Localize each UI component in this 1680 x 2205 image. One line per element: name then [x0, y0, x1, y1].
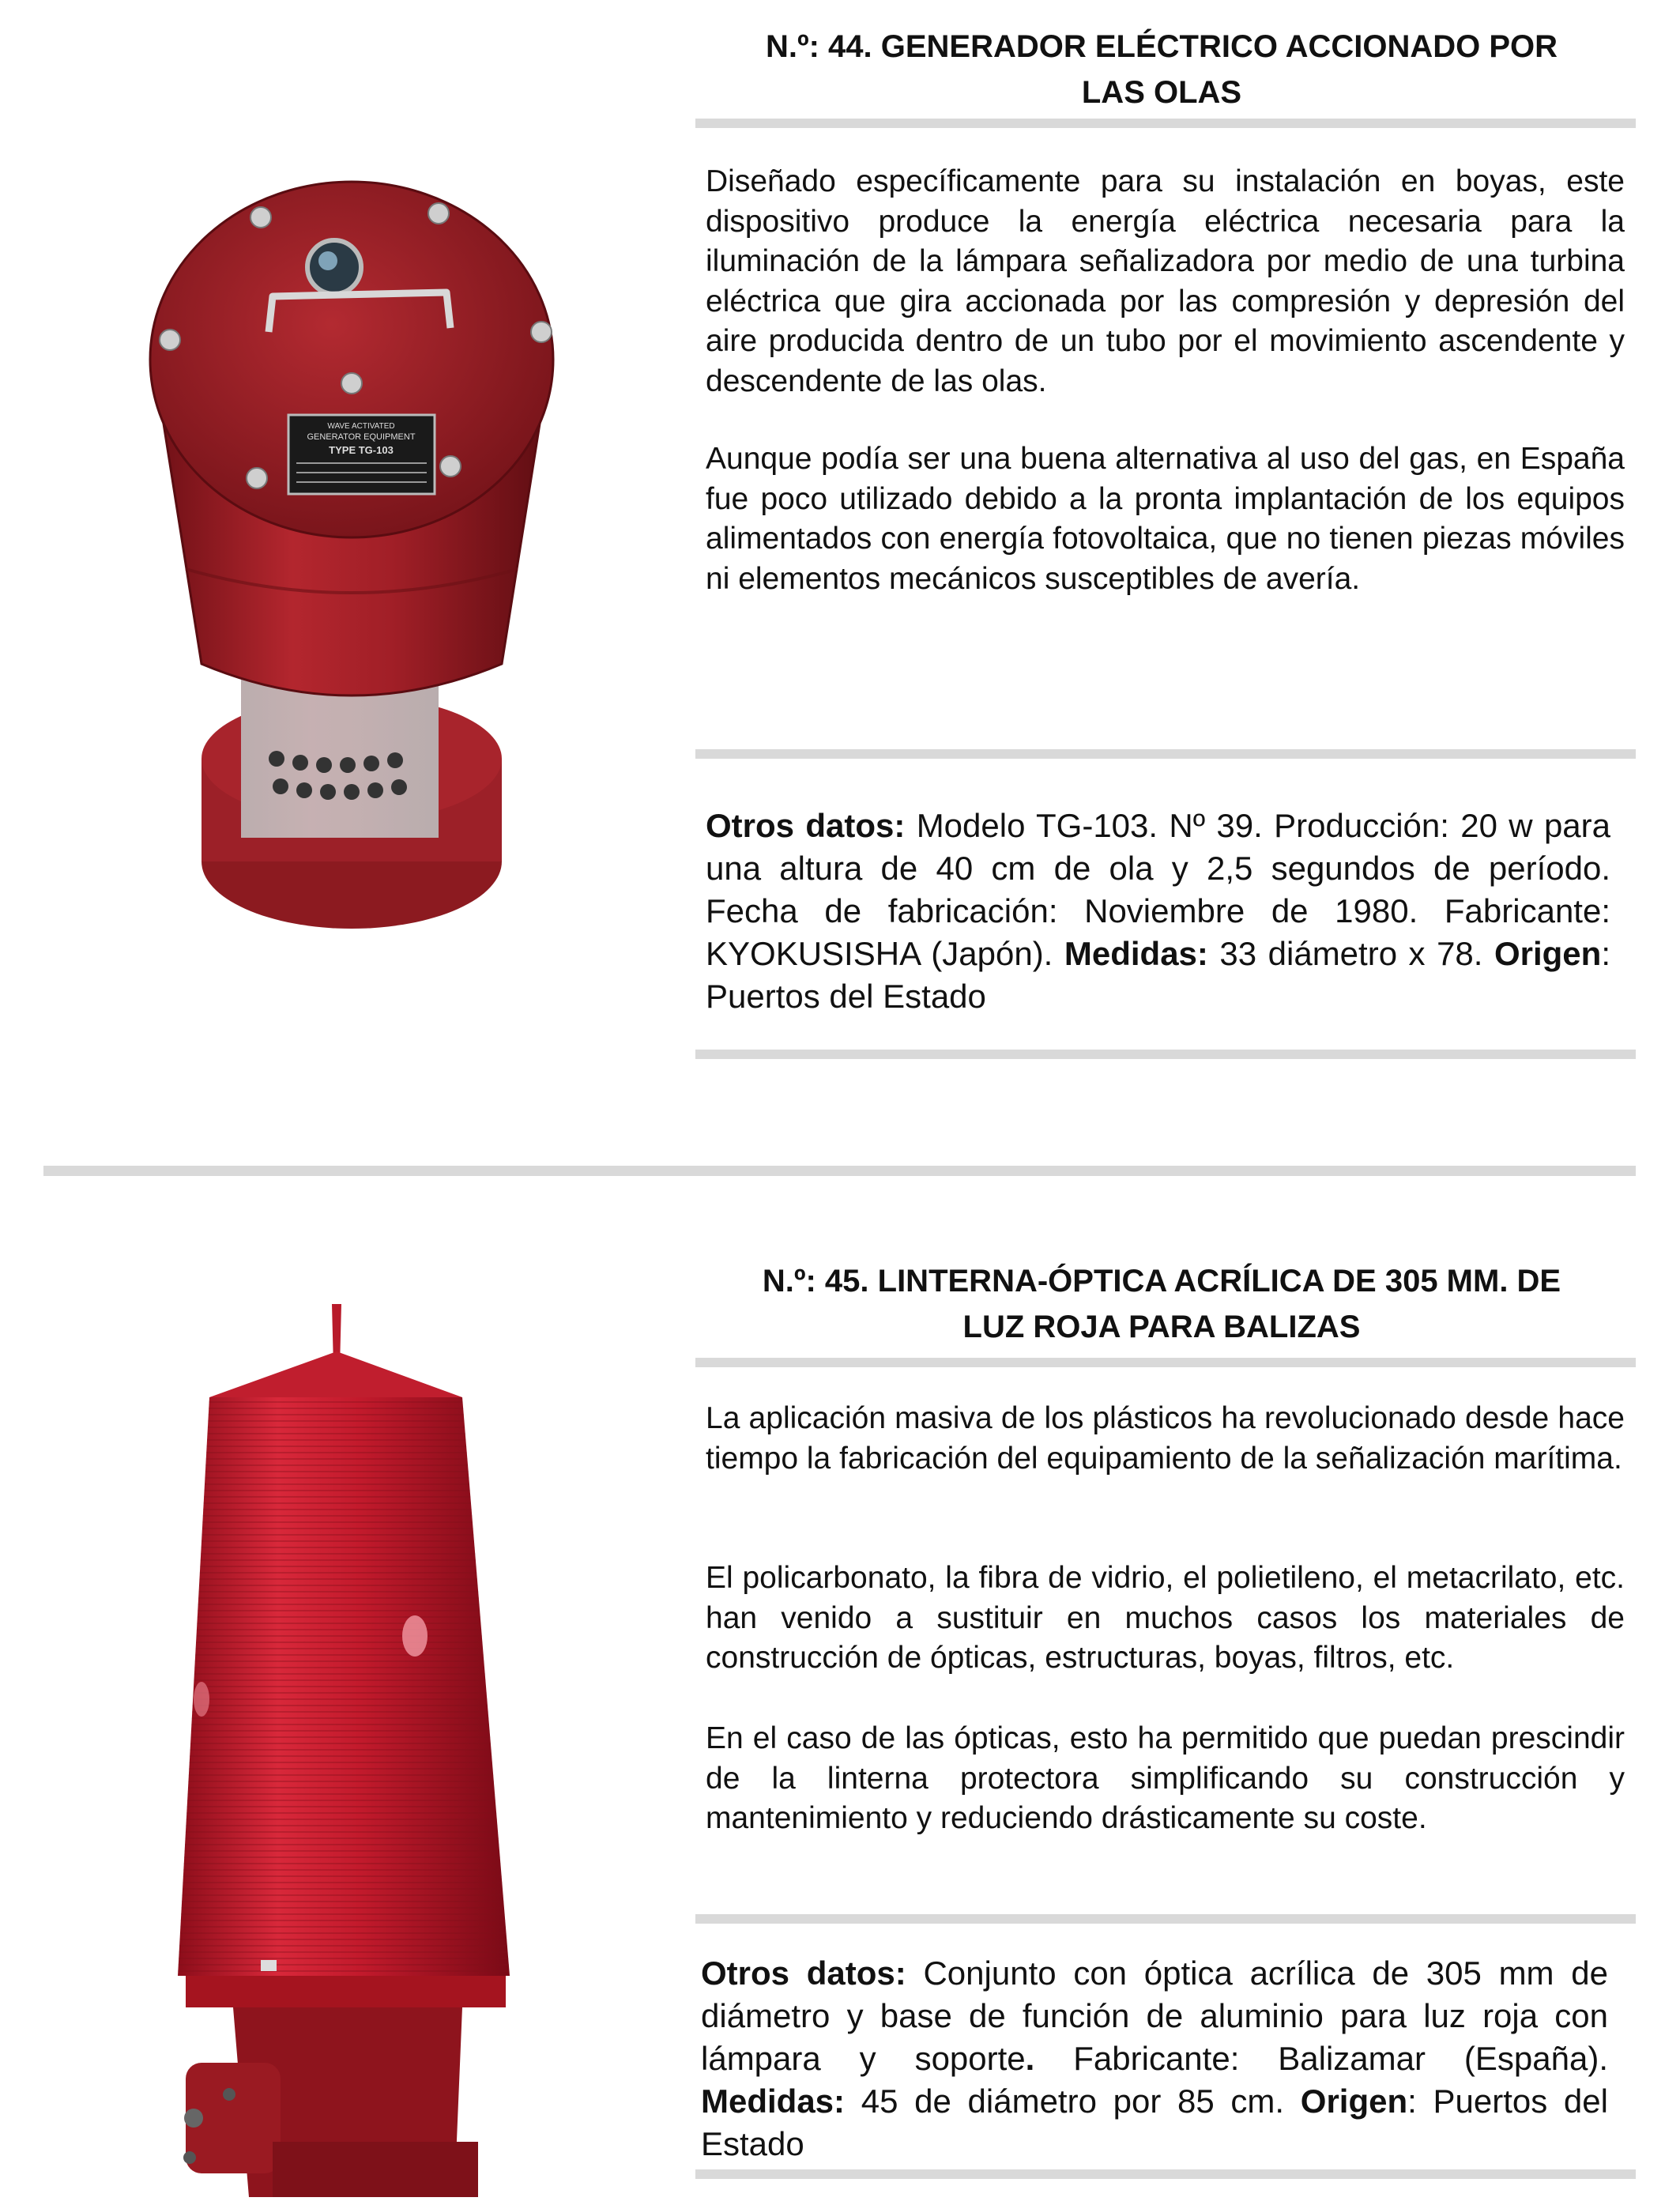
item44-otros-rule-top [695, 749, 1636, 759]
item45-medidas-text: 45 de diámetro por 85 cm. [845, 2082, 1301, 2120]
item44-title-line2: LAS OLAS [1081, 75, 1242, 110]
item44-paragraph-1: Diseñado específicamente para su instalación en boyas, este dispositivo produce la energía eléctrica necesaria para la iluminación de la lámpara señalizadora por medio de una turbina eléctrica que gira accionada por las compresión y depresión del aire producida dentro de un tubo por el movimiento ascendente y descendente de las olas. [706, 164, 1625, 398]
item44-title [687, 24, 1636, 115]
item45-paragraph-2: El policarbonato, la fibra de vidrio, el polietileno, el metacrilato, etc. han venido a sustituir en muchos casos los materiales de construcción de ópticas, estructuras, boyas, filtros, etc. [706, 1561, 1625, 1675]
item45-otros-label: Otros datos: [701, 1954, 906, 1992]
plate-line1: WAVE ACTIVATED [327, 422, 395, 431]
section-separator [43, 1166, 1636, 1176]
item45-title-rule [695, 1358, 1636, 1367]
item45-origen-label: Origen [1300, 2082, 1408, 2120]
item45-origen-text: : Puertos del Estado [701, 2082, 1608, 2162]
item45-title [687, 1258, 1636, 1350]
acrylic-lantern-photo [170, 1304, 518, 2205]
item45-otros-dot: . [1025, 2040, 1035, 2077]
item44-otros-label: Otros datos: [706, 807, 906, 844]
item44-otros-datos [706, 805, 1610, 1018]
plate-line3: TYPE TG-103 [329, 444, 394, 456]
item44-medidas-label: Medidas: [1064, 935, 1208, 972]
item44-paragraph-2: Aunque podía ser una buena alternativa al uso del gas, en España fue poco utilizado debido a la pronta implantación de los equipos alimentados con energía fotovoltaica, que no tienen piezas móviles ni elementos mecánicos susceptibles de avería. [706, 442, 1625, 596]
item44-otros-rule-bottom [695, 1050, 1636, 1059]
item45-otros-rule-top [695, 1914, 1636, 1924]
item45-otros-datos [701, 1952, 1608, 2165]
wave-generator-photo [130, 174, 573, 964]
item45-otros-text: Conjunto con óptica acrílica de 305 mm de diámetro y base de función de aluminio para luz roja con lámpara y soporte [701, 1954, 1608, 2077]
item45-paragraph-3: En el caso de las ópticas, esto ha permitido que puedan prescindir de la linterna protectora simplificando su construcción y mantenimiento y reduciendo drásticamente su coste. [706, 1721, 1625, 1835]
item45-paragraph-1: La aplicación masiva de los plásticos ha revolucionado desde hace tiempo la fabricación del equipamiento de la señalización marítima. [706, 1401, 1625, 1476]
item44-title-rule [695, 119, 1636, 128]
item44-title-line1: N.º: 44. GENERADOR ELÉCTRICO ACCIONADO POR [765, 29, 1558, 64]
item44-origen-label: Origen [1494, 935, 1602, 972]
item45-title-line1: N.º: 45. LINTERNA-ÓPTICA ACRÍLICA DE 305 MM. DE [762, 1264, 1561, 1298]
item44-otros-text: Modelo TG-103. Nº 39. Producción: 20 w para una altura de 40 cm de ola y 2,5 segundos de período. Fecha de fabricación: Noviembre de 1980. Fabricante: KYOKUSISHA (Japón). [706, 807, 1611, 972]
item45-medidas-label: Medidas: [701, 2082, 846, 2120]
plate-line2: GENERATOR EQUIPMENT [307, 432, 416, 442]
item44-origen-text: : Puertos del Estado [706, 935, 1610, 1015]
item44-medidas-text: 33 diámetro x 78. [1207, 935, 1494, 972]
item45-otros-rule-bottom [695, 2169, 1636, 2179]
item45-title-line2: LUZ ROJA PARA BALIZAS [962, 1310, 1361, 1344]
item45-otros-text-2: Fabricante: Balizamar (España). [1034, 2040, 1609, 2077]
